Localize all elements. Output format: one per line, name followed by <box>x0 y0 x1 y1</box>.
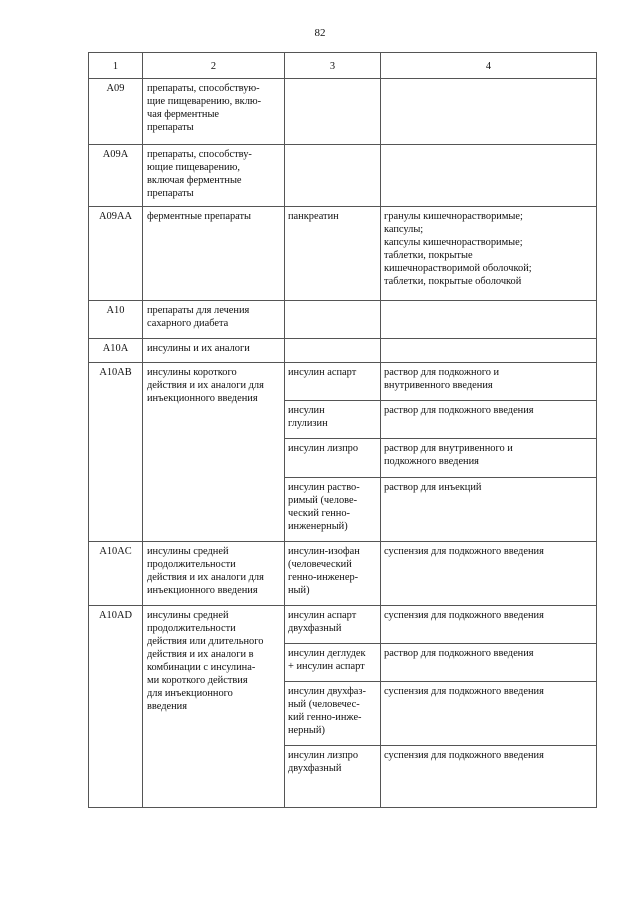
atc-code: A09 <box>89 79 143 145</box>
drug-name: инсулин раство- римый (челове- ческий генно- инженерный) <box>285 478 381 542</box>
drug-name: панкреатин <box>285 207 381 301</box>
dosage-form: суспензия для подкожного введения <box>381 542 597 606</box>
column-header: 1 <box>89 53 143 79</box>
group-name: препараты, способству- ющие пищеварению, включая ферментные препараты <box>143 145 285 207</box>
drug-name: инсулин лизпро <box>285 439 381 478</box>
drug-name <box>285 301 381 339</box>
drug-name: инсулин двухфаз- ный (человечес- кий генно-инже- нерный) <box>285 682 381 746</box>
medication-table <box>88 52 597 808</box>
table-row <box>89 606 597 644</box>
dosage-form: гранулы кишечнорастворимые; капсулы; капсулы кишечнорастворимые; таблетки, покрытые кишечнорастворимой оболочкой; таблетки, покрытые оболочкой <box>381 207 597 301</box>
atc-code: A09AA <box>89 207 143 301</box>
atc-code: A10 <box>89 301 143 339</box>
drug-name: инсулин аспарт двухфазный <box>285 606 381 644</box>
table-header-row <box>89 53 597 79</box>
drug-name: инсулин аспарт <box>285 363 381 401</box>
table-row <box>89 301 597 339</box>
dosage-form: суспензия для подкожного введения <box>381 746 597 808</box>
atc-code: A10AD <box>89 606 143 808</box>
atc-code: A10A <box>89 339 143 363</box>
dosage-form: раствор для подкожного и внутривенного введения <box>381 363 597 401</box>
table-row <box>89 207 597 301</box>
dosage-form <box>381 339 597 363</box>
drug-name: инсулин деглудек + инсулин аспарт <box>285 644 381 682</box>
group-name: препараты, способствую- щие пищеварению, вклю- чая ферментные препараты <box>143 79 285 145</box>
dosage-form <box>381 301 597 339</box>
dosage-form: раствор для подкожного введения <box>381 644 597 682</box>
group-name: инсулины короткого действия и их аналоги для инъекционного введения <box>143 363 285 542</box>
drug-name: инсулин лизпро двухфазный <box>285 746 381 808</box>
column-header: 3 <box>285 53 381 79</box>
page-number: 82 <box>314 27 326 39</box>
drug-name <box>285 145 381 207</box>
drug-name: инсулин глулизин <box>285 401 381 439</box>
dosage-form: суспензия для подкожного введения <box>381 606 597 644</box>
table-row <box>89 542 597 606</box>
table-row <box>89 339 597 363</box>
table-row <box>89 145 597 207</box>
group-name: инсулины средней продолжительности действия или длительного действия и их аналоги в комбинации с инсулина- ми короткого действия для инъекционного введения <box>143 606 285 808</box>
dosage-form <box>381 145 597 207</box>
drug-name <box>285 79 381 145</box>
group-name: ферментные препараты <box>143 207 285 301</box>
drug-name: инсулин-изофан (человеческий генно-инженер- ный) <box>285 542 381 606</box>
atc-code: A10AC <box>89 542 143 606</box>
dosage-form: раствор для инъекций <box>381 478 597 542</box>
group-name: инсулины средней продолжительности действия и их аналоги для инъекционного введения <box>143 542 285 606</box>
drug-name <box>285 339 381 363</box>
column-header: 2 <box>143 53 285 79</box>
atc-code: A09A <box>89 145 143 207</box>
group-name: инсулины и их аналоги <box>143 339 285 363</box>
atc-code: A10AB <box>89 363 143 542</box>
table-row <box>89 363 597 401</box>
table-row <box>89 79 597 145</box>
column-header: 4 <box>381 53 597 79</box>
dosage-form: раствор для внутривенного и подкожного введения <box>381 439 597 478</box>
dosage-form <box>381 79 597 145</box>
dosage-form: суспензия для подкожного введения <box>381 682 597 746</box>
group-name: препараты для лечения сахарного диабета <box>143 301 285 339</box>
dosage-form: раствор для подкожного введения <box>381 401 597 439</box>
